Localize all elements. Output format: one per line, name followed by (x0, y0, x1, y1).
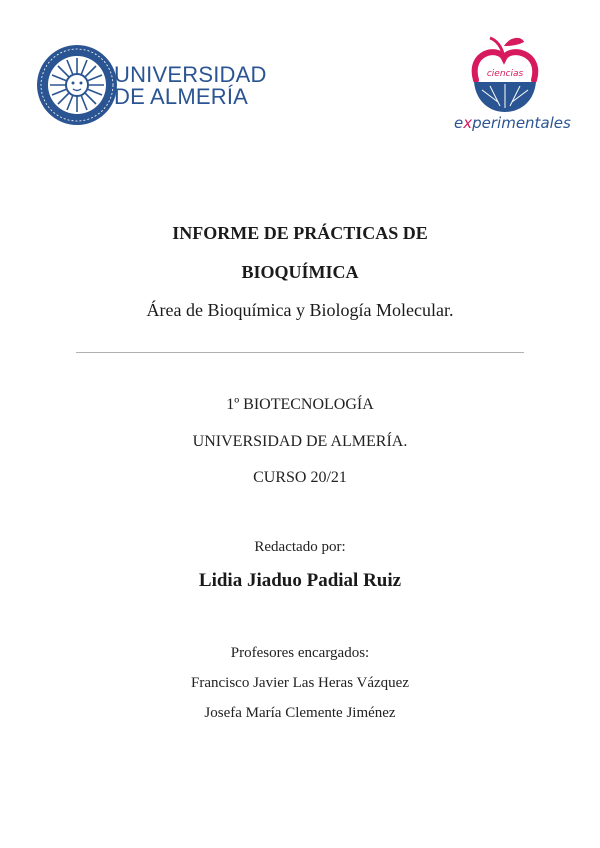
author-name: Lidia Jiaduo Padial Ruiz (198, 570, 402, 591)
apple-logo-icon (446, 32, 562, 116)
author-label: Redactado por: (254, 539, 346, 555)
university-name-line1: UNIVERSIDAD (114, 62, 267, 87)
report-title-line2: BIOQUÍMICA (241, 262, 359, 282)
university-name (114, 64, 267, 108)
caption-rest: perimentales (472, 114, 571, 132)
professors-label: Profesores encargados: (230, 645, 370, 661)
divider (76, 352, 524, 353)
university: UNIVERSIDAD DE ALMERÍA. (192, 433, 408, 450)
professor-name: Francisco Javier Las Heras Vázquez (191, 675, 409, 691)
university-logo (36, 44, 267, 130)
caption-x: x (463, 114, 473, 132)
report-area: Área de Bioquímica y Biología Molecular. (146, 300, 454, 320)
course: CURSO 20/21 (253, 469, 347, 486)
degree: 1º BIOTECNOLOGÍA (226, 396, 374, 413)
faculty-logo (446, 32, 571, 138)
caption-prefix: e (454, 114, 464, 132)
university-name-line2: DE ALMERÍA (114, 84, 249, 109)
professor-name: Josefa María Clemente Jiménez (204, 705, 396, 721)
report-title-line1: INFORME DE PRÁCTICAS DE (172, 223, 428, 243)
svg-text:ciencias: ciencias (486, 69, 524, 79)
faculty-caption (454, 114, 571, 132)
university-seal-icon (36, 44, 118, 126)
